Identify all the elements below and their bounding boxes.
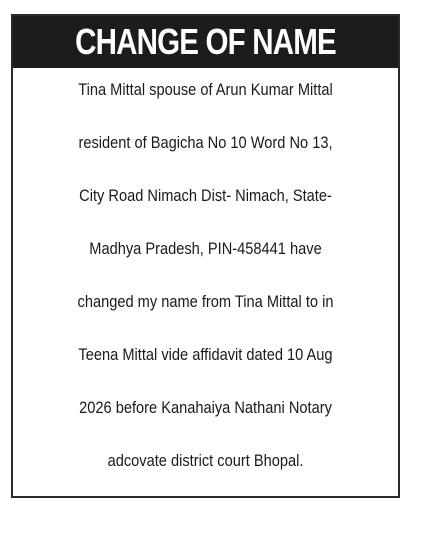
notice-line: Tina Mittal spouse of Arun Kumar Mittal <box>78 80 333 99</box>
notice-line: City Road Nimach Dist- Nimach, State- <box>79 186 332 205</box>
notice-line: Madhya Pradesh, PIN-458441 have <box>89 239 322 258</box>
notice-line: changed my name from Tina Mittal to in <box>77 292 334 311</box>
notice-title: CHANGE OF NAME <box>48 16 364 68</box>
name-change-notice <box>11 14 400 498</box>
notice-line: resident of Bagicha No 10 Word No 13, <box>78 133 333 152</box>
notice-line: 2026 before Kanahaiya Nathani Notary <box>79 398 332 417</box>
notice-line: adcovate district court Bhopal. <box>107 451 304 470</box>
notice-line: Teena Mittal vide affidavit dated 10 Aug <box>78 345 333 364</box>
notice-header <box>13 16 398 68</box>
